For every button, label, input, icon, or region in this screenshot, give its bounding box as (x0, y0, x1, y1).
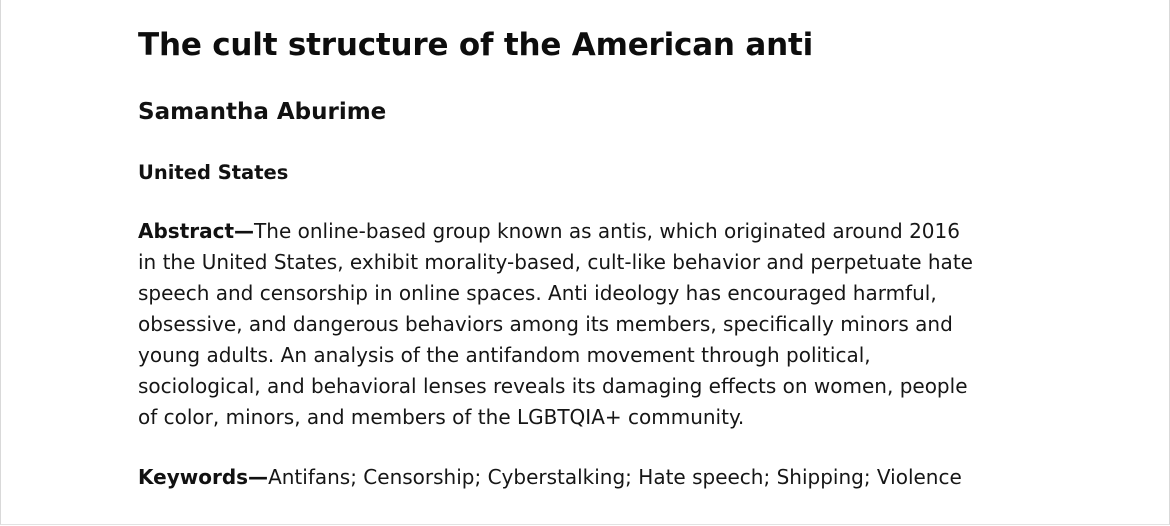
keywords-label: Keywords— (138, 465, 269, 489)
abstract-paragraph (138, 216, 1030, 433)
abstract-text: The online-based group known as antis, which originated around 2016 (254, 219, 960, 243)
abstract-line: sociological, and behavioral lenses reveals its damaging effects on women, people (138, 374, 968, 398)
abstract-line: of color, minors, and members of the LGBTQIA+ community. (138, 405, 745, 429)
abstract-line: speech and censorship in online spaces. Anti ideology has encouraged harmful, (138, 281, 937, 305)
abstract-line: young adults. An analysis of the antifandom movement through political, (138, 343, 871, 367)
paper-title: The cult structure of the American anti (138, 27, 814, 63)
abstract-line (138, 216, 1030, 247)
abstract-line: obsessive, and dangerous behaviors among its members, specifically minors and (138, 312, 953, 336)
author-affiliation: United States (138, 161, 289, 184)
abstract-line: in the United States, exhibit morality-based, cult-like behavior and perpetuate hate (138, 250, 973, 274)
abstract-label: Abstract— (138, 219, 255, 243)
keywords-text: Antifans; Censorship; Cyberstalking; Hate speech; Shipping; Violence (268, 465, 962, 489)
author-name: Samantha Aburime (138, 99, 387, 125)
keywords-paragraph (138, 462, 962, 493)
